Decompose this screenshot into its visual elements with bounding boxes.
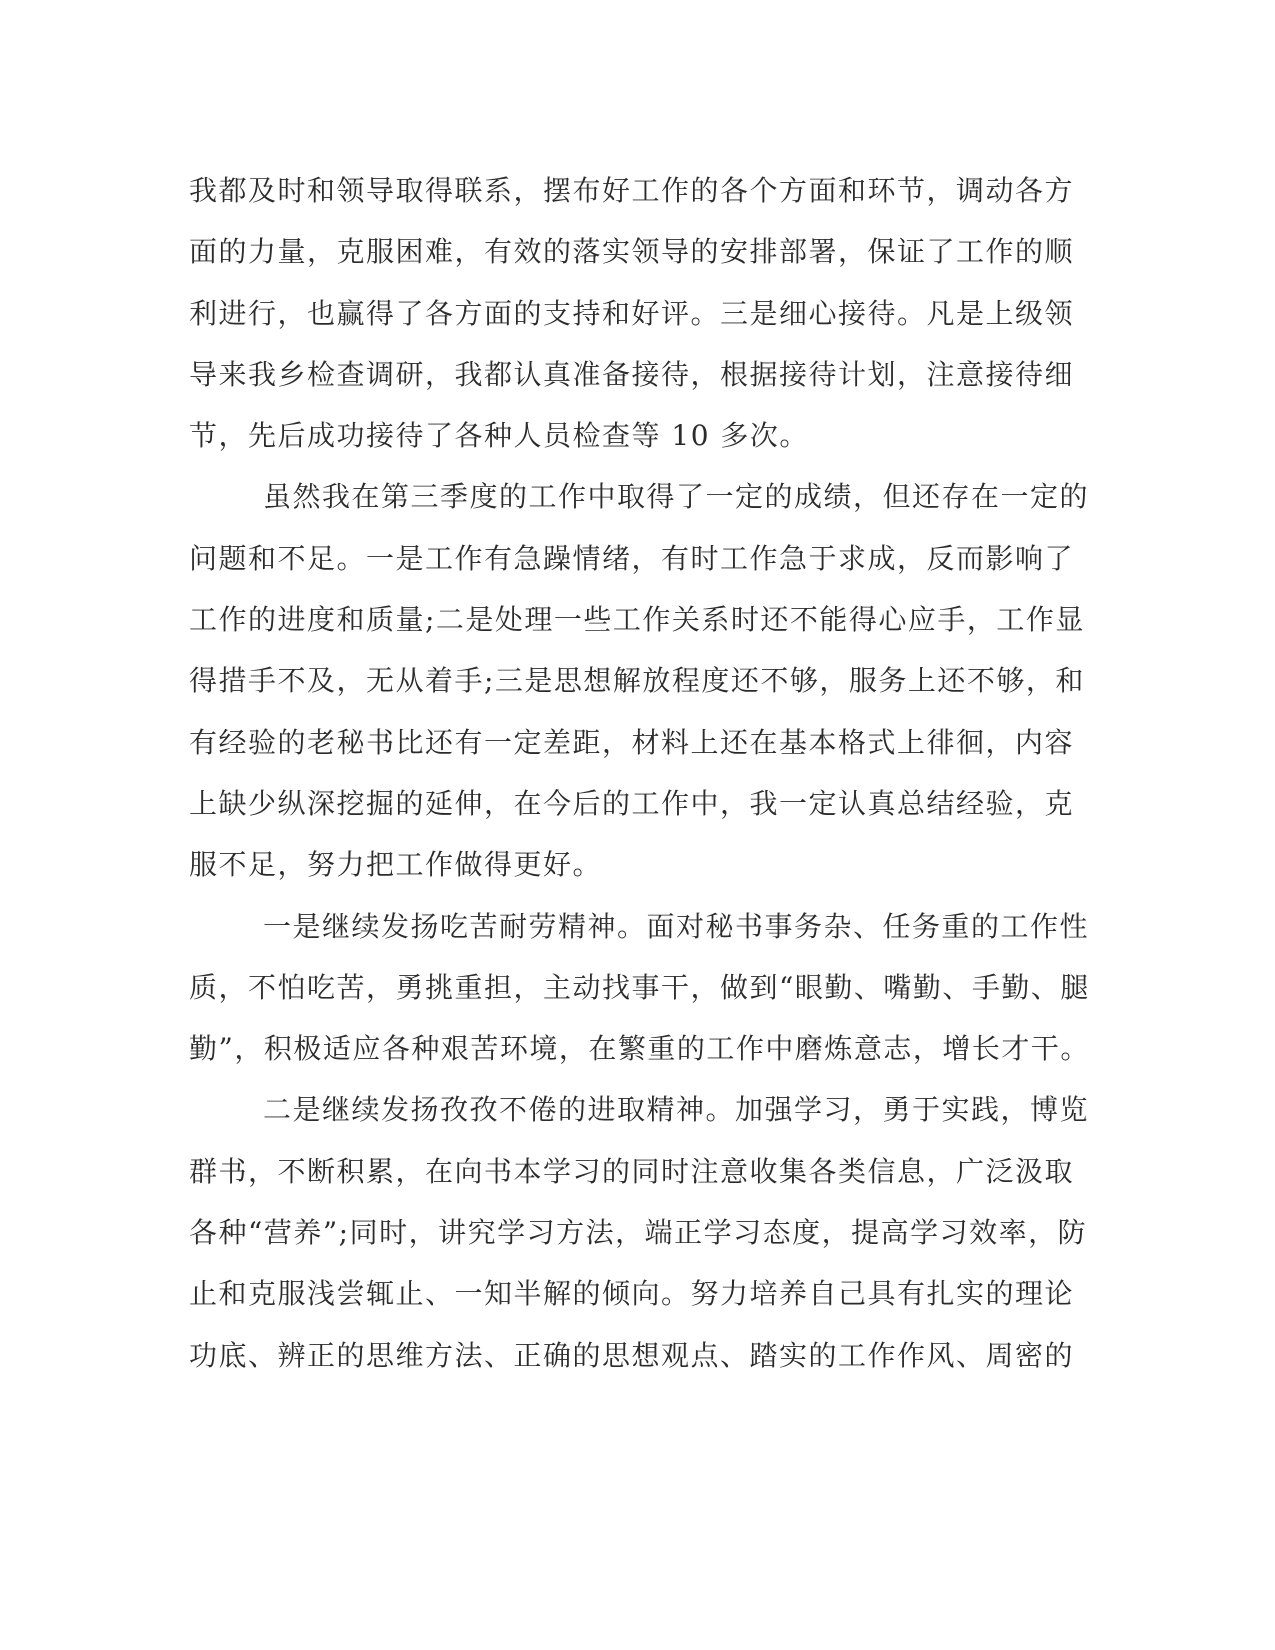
paragraph-first-line: 一是继续发扬吃苦耐劳精神。面对秘书事务杂、任务重的工作性 (263, 909, 1090, 943)
text-line: 工作的进度和质量;二是处理一些工作关系时还不能得心应手，工作显 (189, 603, 1085, 637)
text-line: 得措手不及，无从着手;三是思想解放程度还不够，服务上还不够，和 (189, 664, 1085, 698)
text-line: 勤”，积极适应各种艰苦环境，在繁重的工作中磨炼意志，增长才干。 (189, 1032, 1090, 1066)
text-line: 利进行，也赢得了各方面的支持和好评。三是细心接待。凡是上级领 (189, 296, 1075, 330)
text-line: 群书，不断积累，在向书本学习的同时注意收集各类信息，广泛汲取 (189, 1154, 1075, 1188)
text-line: 问题和不足。一是工作有急躁情绪，有时工作急于求成，反而影响了 (189, 541, 1075, 575)
text-line: 我都及时和领导取得联系，摆布好工作的各个方面和环节，调动各方 (189, 174, 1075, 207)
text-line: 质，不怕吃苦，勇挑重担，主动找事干，做到“眼勤、嘴勤、手勤、腿 (189, 970, 1090, 1004)
text-line: 面的力量，克服困难，有效的落实领导的安排部署，保证了工作的顺 (189, 235, 1075, 269)
text-line: 有经验的老秘书比还有一定差距，材料上还在基本格式上徘徊，内容 (189, 725, 1075, 759)
body-text (189, 160, 1089, 1386)
text-line: 止和克服浅尝辄止、一知半解的倾向。努力培养自己具有扎实的理论 (189, 1277, 1075, 1311)
text-line: 功底、辨正的思维方法、正确的思想观点、踏实的工作作风、周密的 (189, 1338, 1075, 1372)
text-line: 导来我乡检查调研，我都认真准备接待，根据接待计划，注意接待细 (189, 357, 1075, 391)
paragraph-first-line: 虽然我在第三季度的工作中取得了一定的成绩，但还存在一定的 (263, 480, 1090, 514)
text-line: 各种“营养”;同时，讲究学习方法，端正学习态度，提高学习效率，防 (189, 1216, 1088, 1250)
paragraph-first-line: 二是继续发扬孜孜不倦的进取精神。加强学习，勇于实践，博览 (263, 1093, 1090, 1127)
text-line: 服不足，努力把工作做得更好。 (189, 848, 603, 882)
text-line: 上缺少纵深挖掘的延伸，在今后的工作中，我一定认真总结经验，克 (189, 786, 1075, 820)
text-line: 节，先后成功接待了各种人员检查等 10 多次。 (189, 419, 809, 453)
